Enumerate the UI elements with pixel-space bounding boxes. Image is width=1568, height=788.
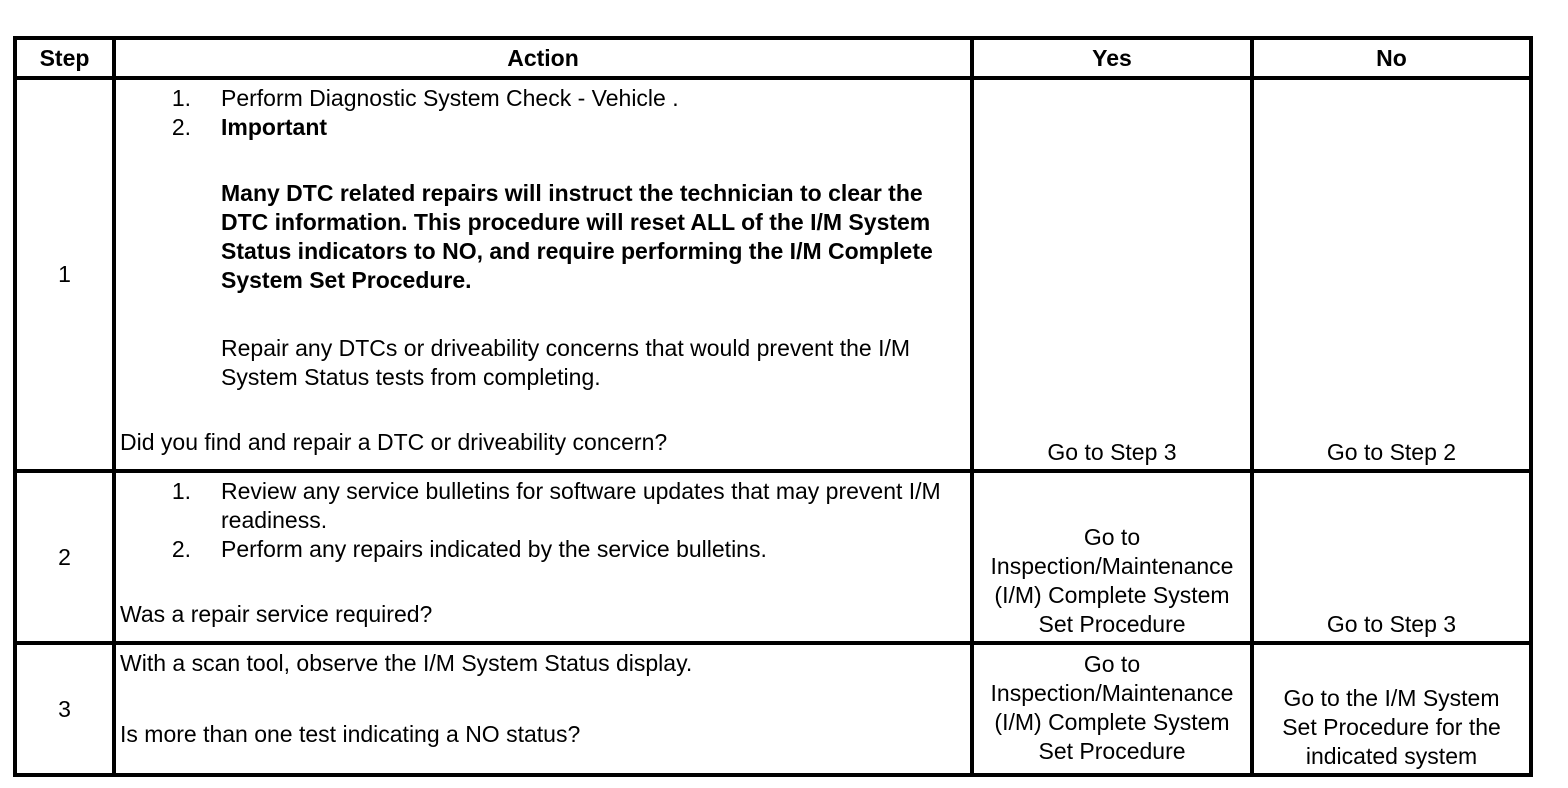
question-text: Was a repair service required? — [120, 601, 433, 627]
no-cell: Go to the I/M System Set Procedure for the indicated system — [1252, 643, 1531, 775]
action-cell — [114, 78, 972, 471]
no-cell: Go to Step 3 — [1252, 471, 1531, 643]
step-number: 3 — [15, 643, 114, 775]
header-yes: Yes — [972, 38, 1252, 78]
list-item: 2. Important — [171, 114, 328, 140]
diagnostic-table — [13, 36, 1533, 777]
action-list — [120, 84, 966, 142]
table-row — [15, 643, 1531, 775]
step-number: 2 — [15, 471, 114, 643]
yes-cell: Go to Inspection/Maintenance (I/M) Complete System Set Procedure — [972, 643, 1252, 775]
list-item: 1. Perform Diagnostic System Check - Vehicle . — [171, 85, 679, 111]
question-text: Did you find and repair a DTC or driveability concern? — [120, 429, 668, 455]
step-number: 1 — [15, 78, 114, 471]
yes-cell: Go to Inspection/Maintenance (I/M) Complete System Set Procedure — [972, 471, 1252, 643]
table-row — [15, 78, 1531, 471]
list-item: 1. Review any service bulletins for software updates that may prevent I/M readiness. — [171, 478, 941, 533]
action-cell — [114, 643, 972, 775]
header-step: Step — [15, 38, 114, 78]
no-cell: Go to Step 2 — [1252, 78, 1531, 471]
action-cell — [114, 471, 972, 643]
list-item: 2. Perform any repairs indicated by the service bulletins. — [171, 536, 767, 562]
header-action: Action — [114, 38, 972, 78]
action-list — [120, 477, 966, 564]
important-note: Many DTC related repairs will instruct the technician to clear the DTC information. This procedure will reset ALL of the I/M System Status indicators to NO, and require performing the I/M Complete System Set Procedure. — [221, 180, 933, 293]
table-row — [15, 471, 1531, 643]
header-row — [15, 38, 1531, 78]
yes-cell: Go to Step 3 — [972, 78, 1252, 471]
question-text: Is more than one test indicating a NO status? — [120, 721, 581, 747]
header-no: No — [1252, 38, 1531, 78]
instruction-text: Repair any DTCs or driveability concerns that would prevent the I/M System Status tests from completing. — [221, 335, 911, 390]
instruction-text: With a scan tool, observe the I/M System Status display. — [120, 650, 693, 676]
